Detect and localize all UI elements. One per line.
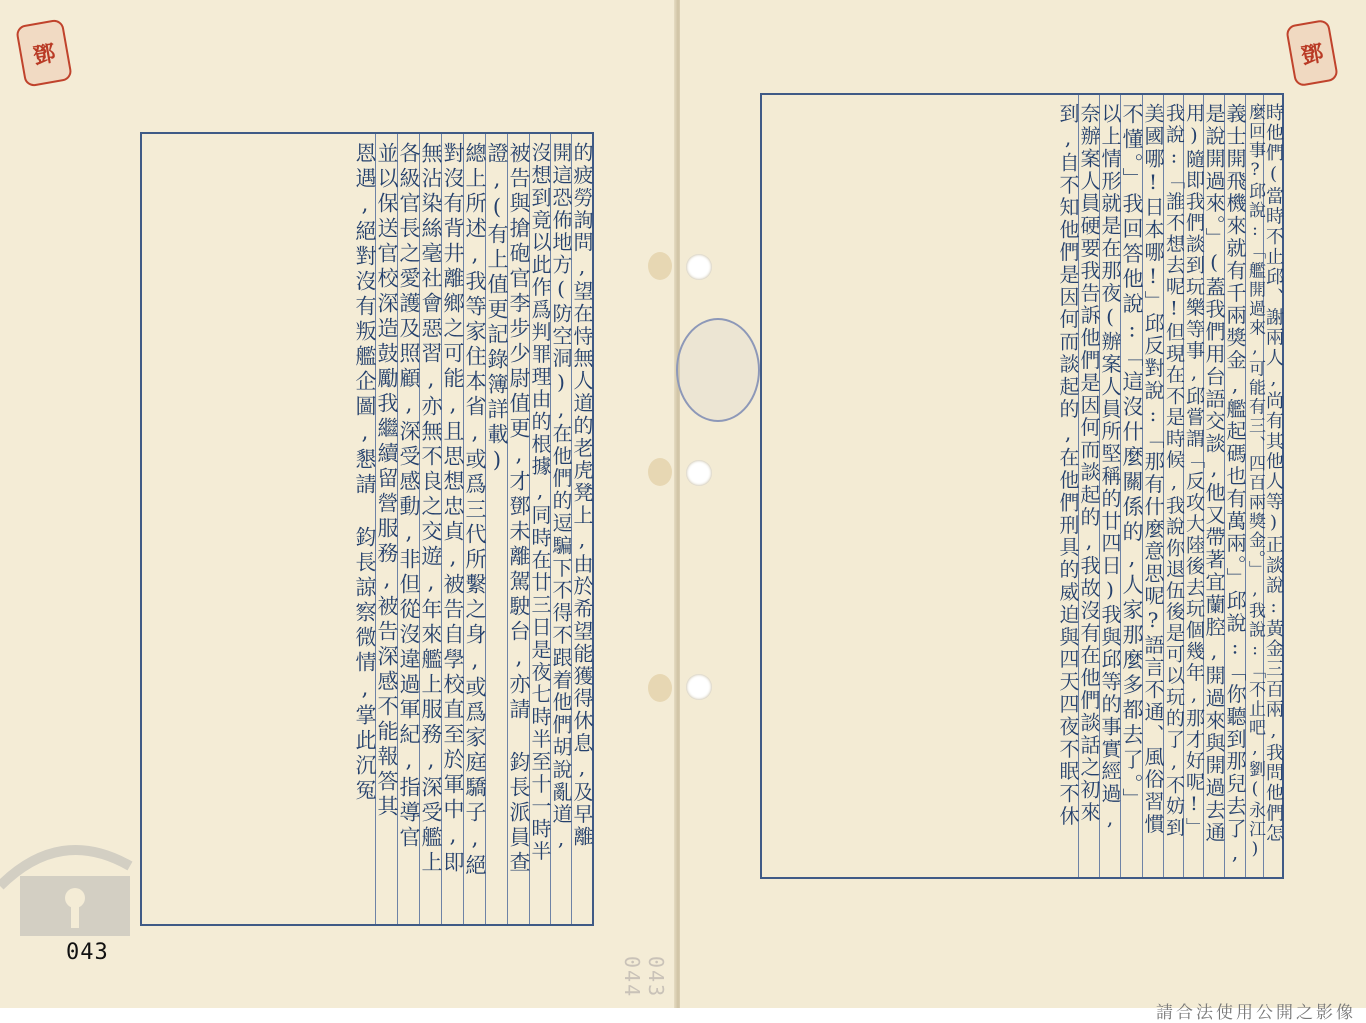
binding-hole [686,254,712,280]
binding-hole-shadow [648,458,672,486]
text-column: 的疲勞詢問,望在恃無人道的老虎凳上,由於希望能獲得休息,及早離 [571,134,592,924]
binding-hole-shadow [648,674,672,702]
left-page [0,0,676,1008]
text-column: 麼回事?邱說:「艦開過來,可能有三、四百兩獎金。」,我說:「不止吧,劉(永江) [1245,95,1263,877]
seal-stamp: 鄧 [15,18,73,87]
text-column: 是說開過來。」(蓋我們用台語交談,他又帶著宜蘭腔,開過來與開過去通 [1203,95,1224,877]
text-column: 並以保送官校深造鼓勵我繼續留營服務,被告深感不能報答其 [375,134,397,924]
text-column: 美國哪!日本哪!」邱反對說:「那有什麼意思呢?語言不通、風俗習慣 [1142,95,1163,877]
text-column: 不懂。」我回答他說:「這沒什麼關係的,人家那麼多都去了。」 [1120,95,1142,877]
text-column: 證,(有上值更記錄簿詳載) [485,134,507,924]
ghost-page-number: 043 044 [620,956,668,999]
page-number: 043 [66,940,109,965]
text-column: 各級官長之愛護及照顧,深受感動,非但從沒違過軍紀,指導官 [397,134,419,924]
text-column: 到,自不知他們是因何而談起的,在他們刑具的威迫與四天四夜不眠不休 [1056,103,1080,828]
text-column: 總上所述,我等家住本省,或爲三代所繫之身,或爲家庭驕子,絕 [463,134,485,924]
text-column: 沒想到竟以此作爲判罪理由的根據,同時在廿三日是夜七時半至十一時半 [529,134,550,924]
text-column: 奈辦案人員硬要我告訴他們是因何而談起的,我故沒有在他們談話之初來 [1078,95,1099,877]
circular-archive-stamp [676,318,760,422]
binding-hole [686,674,712,700]
seal-stamp: 鄧 [1285,19,1339,88]
text-column: 開這恐佈地方(防空洞),在他們的逗騙下不得不跟着他們胡說亂道, [550,134,571,924]
text-column: 無沾染絲毫社會惡習,亦無不良之交遊,年來艦上服務,深受艦上 [419,134,441,924]
right-manuscript-grid [760,93,1284,879]
text-column: 對沒有背井離鄉之可能,且思想忠貞,被告自學校直至於軍中,即 [441,134,463,924]
left-manuscript-grid [140,132,594,926]
binding-hole-shadow [648,252,672,280]
text-column: 用)隨即我們談到玩樂等事,邱嘗謂「反攻大陸後去玩個幾年,那才好呢!」 [1183,95,1203,877]
text-column: 我說:「誰不想去呢!但現在不是時候,我說你退伍後是可以玩的了,不妨到 [1163,95,1183,877]
text-column: 義士開飛機來就有千兩獎金,艦起碼也有萬兩。」邱說:「你聽到那兒去了, [1224,95,1245,877]
text-column: 以上情形就是在那夜(辦案人員所堅稱的廿四日)我與邱等的事實經過, [1099,95,1120,877]
text-column: 恩遇,絕對沒有叛艦企圖,懇請 鈞長諒察微情,掌此沉冤 [353,142,377,804]
usage-notice: 請合法使用公開之影像 [1156,1003,1356,1023]
binding-hole [686,460,712,486]
text-column: 時他們(當時不止邱、謝兩人,尚有其他人等)正談說:黃金三百兩,我問他們怎 [1263,95,1282,877]
text-column: 被告與搶砲官李步少尉值更,才鄧未離駕駛台,亦請 鈞長派員查 [507,134,529,924]
